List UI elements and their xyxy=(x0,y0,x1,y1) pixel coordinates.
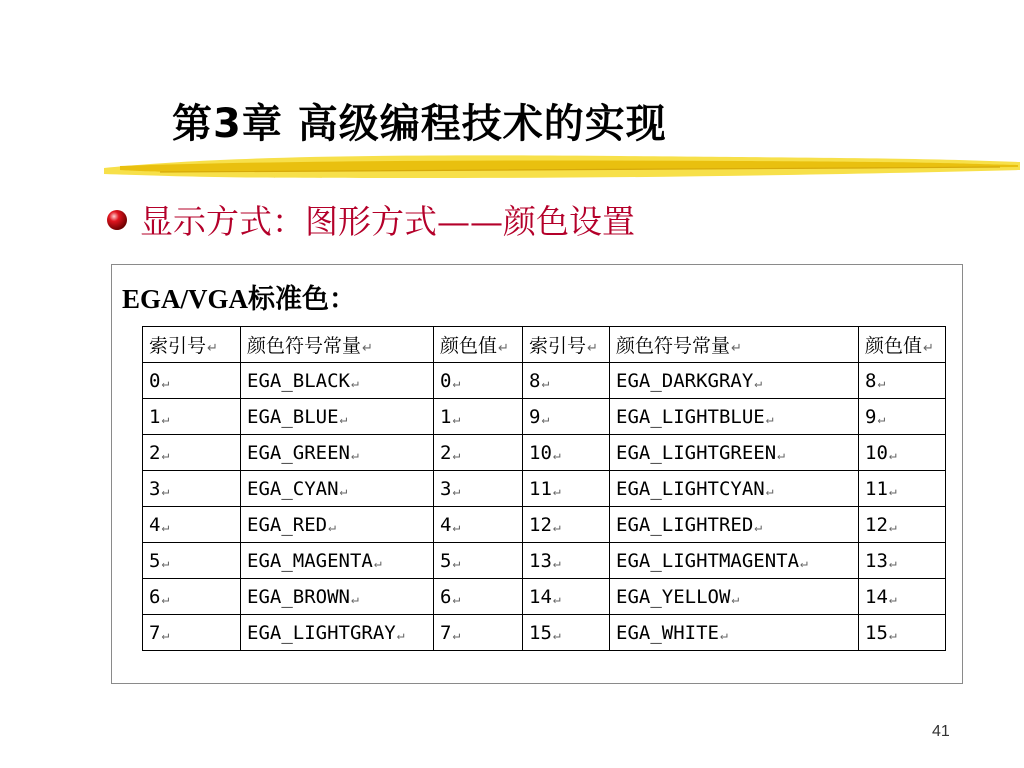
cell-value: 0↵ xyxy=(434,363,523,399)
table-body xyxy=(143,363,946,651)
table-row xyxy=(143,363,946,399)
cell-value: 6↵ xyxy=(434,579,523,615)
cell-value: 1↵ xyxy=(434,399,523,435)
cell-constant: EGA_CYAN↵ xyxy=(241,471,434,507)
cell-index: 6↵ xyxy=(143,579,241,615)
cell-value: 5↵ xyxy=(434,543,523,579)
cell-value-2: 9↵ xyxy=(859,399,946,435)
cell-value: 2↵ xyxy=(434,435,523,471)
cell-index-2: 11↵ xyxy=(523,471,610,507)
cell-value: 3↵ xyxy=(434,471,523,507)
cell-index: 5↵ xyxy=(143,543,241,579)
table-row xyxy=(143,471,946,507)
header-index: 索引号↵ xyxy=(143,327,241,363)
header-value: 颜色值↵ xyxy=(434,327,523,363)
cell-constant: EGA_LIGHTGRAY↵ xyxy=(241,615,434,651)
cell-constant: EGA_BLUE↵ xyxy=(241,399,434,435)
page-number: 41 xyxy=(932,723,950,740)
table-header-row xyxy=(143,327,946,363)
bullet-text: 显示方式：图形方式——颜色设置 xyxy=(140,202,635,241)
cell-value-2: 10↵ xyxy=(859,435,946,471)
cell-value-2: 14↵ xyxy=(859,579,946,615)
cell-constant-2: EGA_LIGHTGREEN↵ xyxy=(610,435,859,471)
cell-index: 1↵ xyxy=(143,399,241,435)
cell-constant-2: EGA_DARKGRAY↵ xyxy=(610,363,859,399)
cell-value: 7↵ xyxy=(434,615,523,651)
header-constant-2: 颜色符号常量↵ xyxy=(610,327,859,363)
cell-constant-2: EGA_LIGHTMAGENTA↵ xyxy=(610,543,859,579)
table-row xyxy=(143,543,946,579)
cell-index-2: 12↵ xyxy=(523,507,610,543)
cell-value-2: 12↵ xyxy=(859,507,946,543)
cell-value-2: 8↵ xyxy=(859,363,946,399)
red-ball-bullet-icon xyxy=(106,209,128,231)
cell-index-2: 13↵ xyxy=(523,543,610,579)
table-row xyxy=(143,579,946,615)
cell-index: 7↵ xyxy=(143,615,241,651)
cell-value: 4↵ xyxy=(434,507,523,543)
cell-index: 2↵ xyxy=(143,435,241,471)
ega-color-table xyxy=(142,326,946,651)
table-row xyxy=(143,507,946,543)
cell-index-2: 10↵ xyxy=(523,435,610,471)
cell-value-2: 15↵ xyxy=(859,615,946,651)
cell-constant: EGA_RED↵ xyxy=(241,507,434,543)
slide-title: 第3章 高级编程技术的实现 xyxy=(172,101,667,147)
cell-value-2: 11↵ xyxy=(859,471,946,507)
table-row xyxy=(143,435,946,471)
cell-index-2: 8↵ xyxy=(523,363,610,399)
cell-value-2: 13↵ xyxy=(859,543,946,579)
cell-constant-2: EGA_YELLOW↵ xyxy=(610,579,859,615)
header-value-2: 颜色值↵ xyxy=(859,327,946,363)
yellow-brush-underline xyxy=(100,148,1024,188)
content-frame xyxy=(111,264,963,684)
table-row xyxy=(143,615,946,651)
header-index-2: 索引号↵ xyxy=(523,327,610,363)
cell-constant: EGA_MAGENTA↵ xyxy=(241,543,434,579)
cell-index: 3↵ xyxy=(143,471,241,507)
header-constant: 颜色符号常量↵ xyxy=(241,327,434,363)
cell-index: 0↵ xyxy=(143,363,241,399)
cell-constant: EGA_BROWN↵ xyxy=(241,579,434,615)
cell-constant: EGA_BLACK↵ xyxy=(241,363,434,399)
cell-constant-2: EGA_WHITE↵ xyxy=(610,615,859,651)
cell-constant-2: EGA_LIGHTBLUE↵ xyxy=(610,399,859,435)
cell-index-2: 9↵ xyxy=(523,399,610,435)
bullet-item xyxy=(106,196,635,243)
cell-constant: EGA_GREEN↵ xyxy=(241,435,434,471)
cell-index: 4↵ xyxy=(143,507,241,543)
table-row xyxy=(143,399,946,435)
cell-index-2: 15↵ xyxy=(523,615,610,651)
cell-index-2: 14↵ xyxy=(523,579,610,615)
cell-constant-2: EGA_LIGHTCYAN↵ xyxy=(610,471,859,507)
frame-heading: EGA/VGA标准色： xyxy=(122,284,357,314)
cell-constant-2: EGA_LIGHTRED↵ xyxy=(610,507,859,543)
